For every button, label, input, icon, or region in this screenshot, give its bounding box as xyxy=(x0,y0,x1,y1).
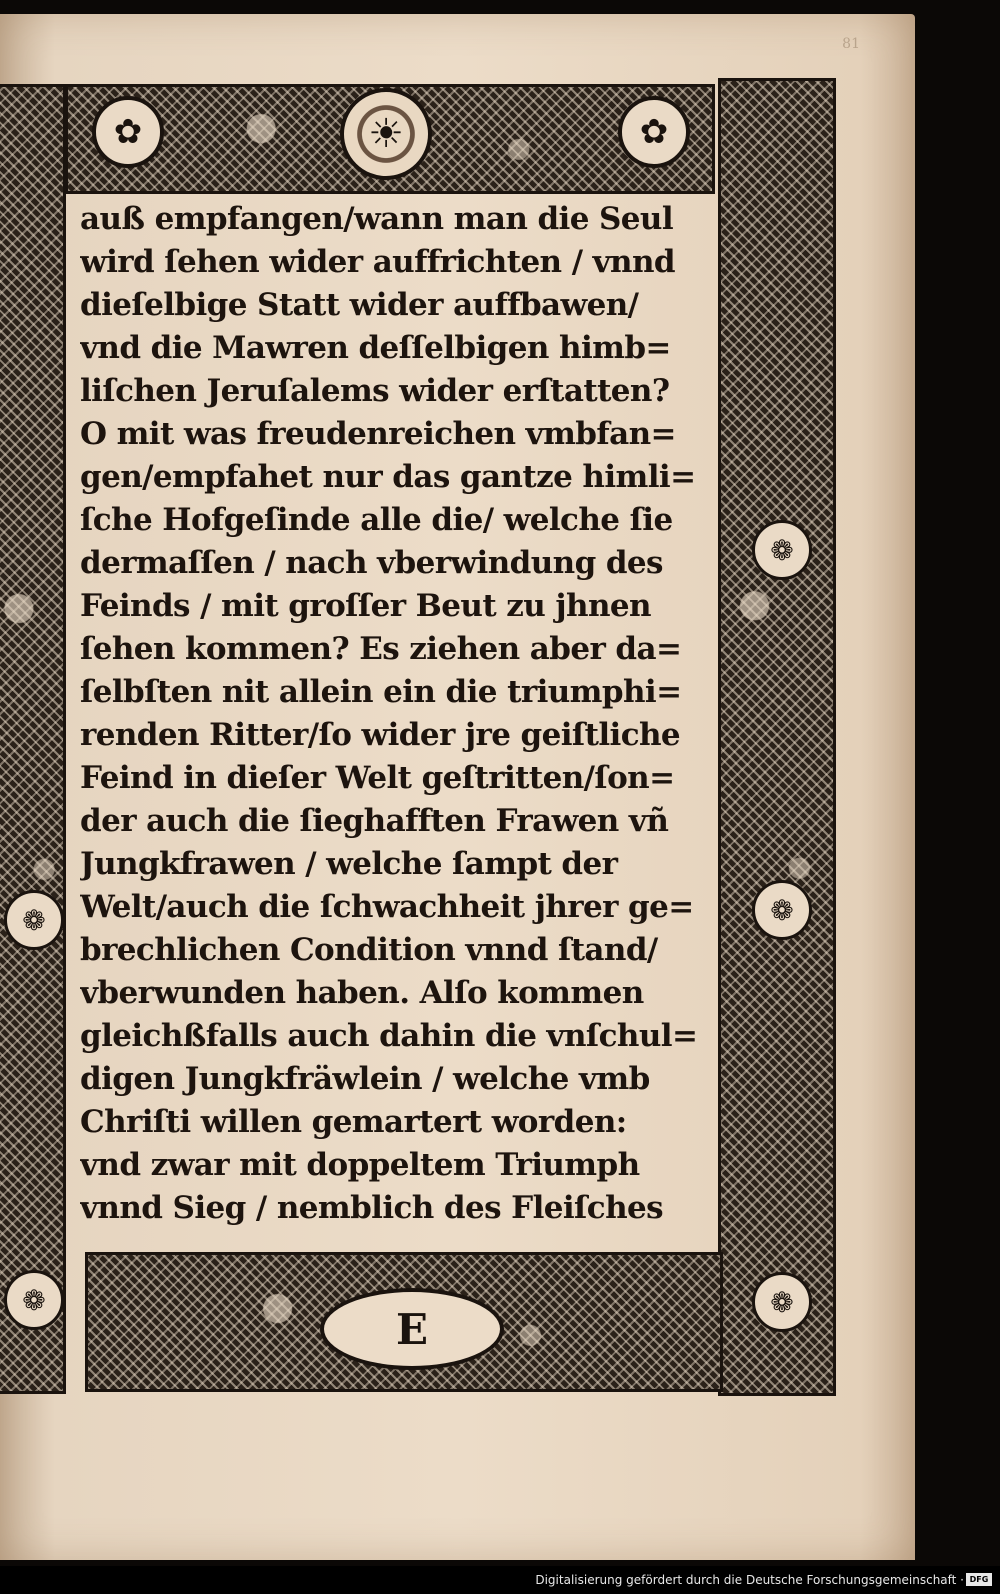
text-line: renden Ritter/ſo wider jre geiſtliche xyxy=(80,717,681,753)
text-line: gleichßfalls auch dahin die vnſchul= xyxy=(80,1018,698,1054)
text-line: ſche Hofgeſinde alle die/ welche ſie xyxy=(80,502,673,538)
text-line: brechlichen Condition vnnd ſtand/ xyxy=(80,932,658,968)
footer-credit: Digitalisierung gefördert durch die Deutsche Forschungsgemeinschaft · xyxy=(535,1573,964,1587)
text-line: Feind in dieſer Welt geſtritten/ſon= xyxy=(80,760,675,796)
rosette-icon: ❁ xyxy=(752,1272,812,1332)
main-text xyxy=(80,198,712,1230)
text-line: dermaſſen / nach vberwindung des xyxy=(80,545,663,581)
rosette-icon: ❁ xyxy=(752,520,812,580)
flower-icon: ✿ xyxy=(113,112,143,152)
text-line: ſelbſten nit allein ein die triumphi= xyxy=(80,674,682,710)
rosette-icon: ❁ xyxy=(752,880,812,940)
text-line: liſchen Jeruſalems wider erſtatten? xyxy=(80,373,670,409)
text-line: vnnd Sieg / nemblich des Fleiſches xyxy=(80,1190,663,1226)
text-line: vberwunden haben. Alſo kommen xyxy=(80,975,644,1011)
text-line: ſehen kommen? Es ziehen aber da= xyxy=(80,631,682,667)
text-line: auß empfangen/wann man die Seul xyxy=(80,201,674,237)
text-line: Welt/auch die ſchwachheit jhrer ge= xyxy=(80,889,694,925)
text-line: digen Jungkfräwlein / welche vmb xyxy=(80,1061,650,1097)
flower-medallion-left xyxy=(92,96,164,168)
dfg-logo-icon[interactable]: DFG xyxy=(966,1573,992,1586)
sun-medallion xyxy=(340,88,432,180)
text-line: Jungkfrawen / welche ſampt der xyxy=(80,846,618,882)
text-line: dieſelbige Statt wider auffbawen/ xyxy=(80,287,639,323)
left-woodcut-border xyxy=(0,84,66,1394)
right-woodcut-border xyxy=(718,78,836,1396)
rosette-icon: ❁ xyxy=(4,1270,64,1330)
text-line: gen/empfahet nur das gantze himli= xyxy=(80,459,696,495)
corner-mark: 81 xyxy=(842,36,860,52)
flower-medallion-right xyxy=(618,96,690,168)
text-line: der auch die ſieghafften Frawen vñ xyxy=(80,803,669,839)
flower-icon: ✿ xyxy=(639,112,669,152)
text-line: Chriſti willen gemartert worden: xyxy=(80,1104,627,1140)
text-line: wird ſehen wider auffrichten / vnnd xyxy=(80,244,675,280)
sun-face-icon: ☀ xyxy=(368,111,404,157)
rosette-icon: ❁ xyxy=(4,890,64,950)
text-line: vnd zwar mit doppeltem Triumph xyxy=(80,1147,640,1183)
signature-mark: E xyxy=(395,1304,428,1354)
text-line: O mit was freudenreichen vmbfan= xyxy=(80,416,676,452)
text-line: vnd die Mawren deſſelbigen himb= xyxy=(80,330,671,366)
footer-bar xyxy=(0,1566,1000,1594)
text-line: Feinds / mit groſſer Beut zu jhnen xyxy=(80,588,651,624)
signature-cartouche xyxy=(320,1288,504,1370)
